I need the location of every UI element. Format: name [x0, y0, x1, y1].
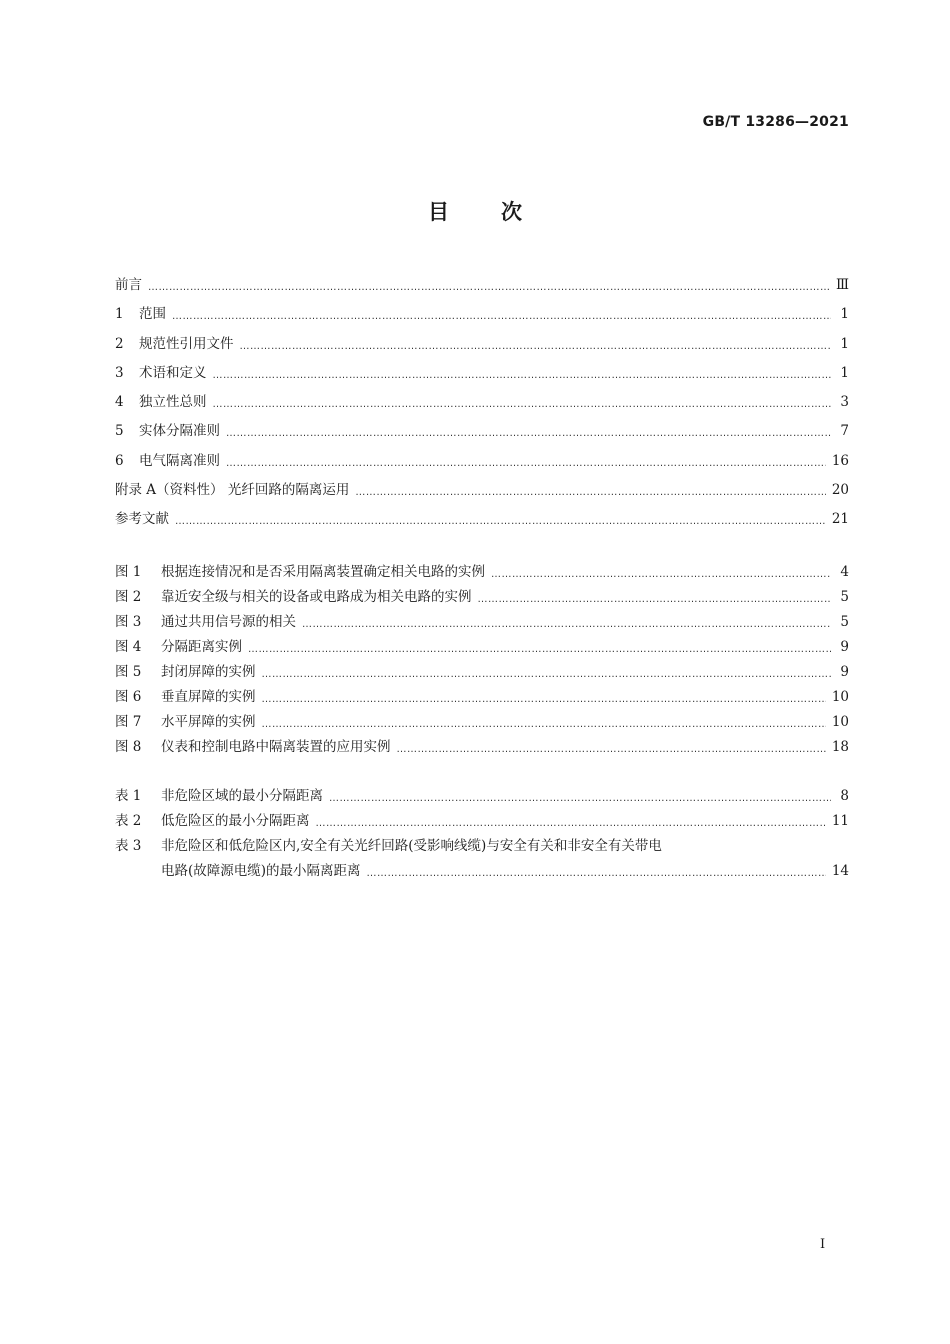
toc-entry-page: Ⅲ [835, 277, 849, 293]
leader-dots [316, 814, 826, 828]
toc-entry-label: 电气隔离准则 [139, 452, 220, 469]
toc-entry-label: 参考文献 [115, 511, 169, 528]
toc-entry-page: 14 [831, 862, 849, 879]
toc-entry-page: 18 [831, 738, 849, 755]
leader-dots [302, 615, 831, 629]
leader-dots [397, 740, 826, 754]
toc-entry-page: 11 [831, 812, 849, 829]
toc-entry-number: 5 [115, 423, 124, 440]
table-title: 非危险区和低危险区内,安全有关光纤回路(受影响线缆)与安全有关和非安全有关带电 [161, 837, 662, 854]
toc-table-1[interactable] [115, 784, 849, 809]
toc-table-3[interactable] [115, 834, 849, 859]
figure-title: 靠近安全级与相关的设备或电路成为相关电路的实例 [161, 588, 472, 605]
toc-entry-number: 6 [115, 452, 124, 469]
toc-figure-4[interactable] [115, 635, 849, 660]
toc-entry-page: 9 [840, 638, 849, 655]
toc-entry-label: 范围 [139, 306, 166, 323]
figure-number: 图 6 [115, 688, 142, 705]
leader-dots [478, 590, 832, 604]
figure-number: 图 4 [115, 638, 142, 655]
toc-figure-1[interactable] [115, 560, 849, 585]
figure-number: 图 7 [115, 713, 142, 730]
toc-entry-page: 8 [840, 787, 849, 804]
page-title: 目次 [428, 199, 574, 224]
toc-main-section [115, 273, 849, 537]
toc-entry-number: 3 [115, 364, 124, 381]
leader-dots [367, 864, 826, 878]
leader-dots [172, 307, 831, 321]
toc-entry-page: 21 [831, 511, 849, 528]
toc-entry-page: 4 [840, 563, 849, 580]
toc-entry-number: 1 [115, 306, 124, 323]
toc-entry-page: 10 [831, 713, 849, 730]
leader-dots [226, 424, 831, 438]
toc-figure-3[interactable] [115, 610, 849, 635]
toc-entry-4[interactable] [115, 390, 849, 419]
figure-title: 封闭屏障的实例 [161, 663, 256, 680]
toc-entry-appendix-a[interactable] [115, 478, 849, 507]
toc-entry-3[interactable] [115, 361, 849, 390]
leader-dots [262, 665, 832, 679]
standard-code: GB/T 13286—2021 [702, 114, 849, 130]
figure-title: 垂直屏障的实例 [161, 688, 256, 705]
toc-entry-label: 附录 A（资料性） 光纤回路的隔离运用 [115, 482, 350, 499]
table-number: 表 2 [115, 812, 142, 829]
toc-entry-page: 5 [840, 588, 849, 605]
leader-dots [248, 640, 831, 654]
leader-dots [213, 395, 832, 409]
toc-entry-label: 前言 [115, 277, 142, 293]
leader-dots [329, 789, 831, 803]
figure-number: 图 2 [115, 588, 142, 605]
table-title-continuation: 电路(故障源电缆)的最小隔离距离 [161, 862, 361, 879]
toc-entry-page: 1 [840, 335, 849, 352]
toc-figure-5[interactable] [115, 660, 849, 685]
toc-table-3-continuation[interactable] [115, 859, 849, 884]
figure-title: 仪表和控制电路中隔离装置的应用实例 [161, 738, 391, 755]
table-title: 低危险区的最小分隔距离 [161, 812, 310, 829]
leader-dots [355, 483, 825, 497]
toc-table-2[interactable] [115, 809, 849, 834]
toc-entry-label: 独立性总则 [139, 394, 207, 411]
page-number: I [820, 1237, 826, 1252]
toc-tables-section [115, 784, 849, 884]
toc-entry-2[interactable] [115, 332, 849, 361]
leader-dots [148, 278, 830, 292]
toc-entry-page: 1 [840, 306, 849, 323]
toc-entry-5[interactable] [115, 419, 849, 448]
toc-entry-label: 实体分隔准则 [139, 423, 220, 440]
toc-figure-8[interactable] [115, 735, 849, 760]
figure-number: 图 3 [115, 613, 142, 630]
toc-figure-6[interactable] [115, 685, 849, 710]
toc-entry-preface[interactable] [115, 273, 849, 302]
toc-entry-number: 2 [115, 335, 124, 352]
figure-title: 通过共用信号源的相关 [161, 613, 296, 630]
figure-number: 图 1 [115, 563, 142, 580]
leader-dots [213, 366, 832, 380]
figure-title: 分隔距离实例 [161, 638, 242, 655]
toc-entry-page: 9 [840, 663, 849, 680]
toc-figures-section [115, 560, 849, 760]
toc-entry-page: 20 [831, 482, 849, 499]
toc-entry-6[interactable] [115, 449, 849, 478]
figure-title: 水平屏障的实例 [161, 713, 256, 730]
toc-entry-page: 10 [831, 688, 849, 705]
table-of-contents [115, 273, 849, 884]
toc-entry-label: 术语和定义 [139, 364, 207, 381]
leader-dots [491, 565, 831, 579]
leader-dots [240, 337, 832, 351]
leader-dots [175, 512, 826, 526]
toc-entry-references[interactable] [115, 507, 849, 536]
leader-dots [262, 715, 826, 729]
toc-figure-2[interactable] [115, 585, 849, 610]
toc-entry-label: 规范性引用文件 [139, 335, 234, 352]
toc-entry-page: 5 [840, 613, 849, 630]
toc-entry-page: 7 [840, 423, 849, 440]
toc-entry-page: 3 [840, 394, 849, 411]
leader-dots [262, 690, 826, 704]
figure-title: 根据连接情况和是否采用隔离装置确定相关电路的实例 [161, 563, 485, 580]
toc-figure-7[interactable] [115, 710, 849, 735]
table-title: 非危险区域的最小分隔距离 [161, 787, 323, 804]
toc-entry-page: 1 [840, 364, 849, 381]
toc-entry-page: 16 [831, 452, 849, 469]
table-number: 表 3 [115, 837, 142, 854]
toc-entry-1[interactable] [115, 302, 849, 331]
toc-entry-number: 4 [115, 394, 124, 411]
leader-dots [226, 454, 826, 468]
figure-number: 图 8 [115, 738, 142, 755]
table-number: 表 1 [115, 787, 142, 804]
figure-number: 图 5 [115, 663, 142, 680]
